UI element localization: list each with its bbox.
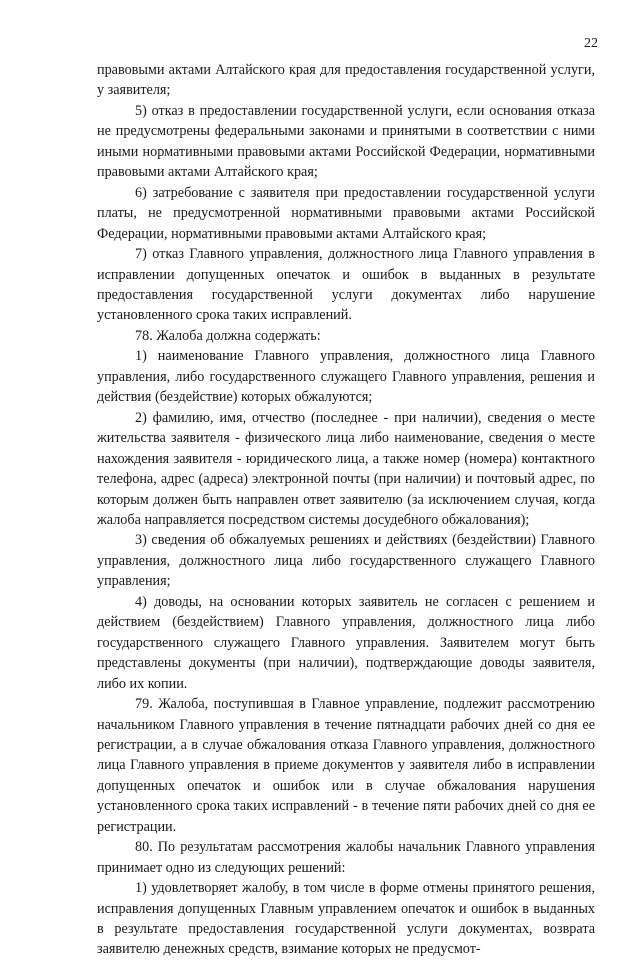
page-number: 22 (584, 36, 598, 51)
paragraph-78-item-4: 4) доводы, на основании которых заявитель не согласен с решением и действием (бездействием) Главного управления, должностного лица либо государственного служащего Главного управления. Заявителем могут быть представлены документы (при наличии), подтверждающие доводы заявителя, либо их копии. (97, 593, 595, 692)
document-body (97, 60, 595, 960)
paragraph-78-item-1: 1) наименование Главного управления, должностного лица Главного управления, либо государственного служащего Главного управления, решения и действия (бездействие) которых обжалуются; (97, 348, 595, 406)
paragraph-clause-78: 78. Жалоба должна содержать: (135, 327, 321, 344)
paragraph-clause-80: 80. По результатам рассмотрения жалобы начальник Главного управления принимает одно из следующих решений: (97, 839, 595, 876)
paragraph-80-item-1: 1) удовлетворяет жалобу, в том числе в форме отмены принятого решения, исправления допущенных Главным управлением опечаток и ошибок в выданных в результате предоставления государственной услуги документах, возврата заявителю денежных средств, взимание которых не предусмот- (97, 880, 595, 958)
paragraph-item-5: 5) отказ в предоставлении государственной услуги, если основания отказа не предусмотрены федеральными законами и принятыми в соответствии с ними иными нормативными правовыми актами Российской Федерации, нормативными правовыми актами Алтайского края; (97, 102, 595, 181)
paragraph-78-item-2: 2) фамилию, имя, отчество (последнее - при наличии), сведения о месте жительства заявителя - физического лица либо наименование, сведения о месте нахождения заявителя - юридического лица, а также номер (номера) контактного телефона, адрес (адреса) электронной почты (при наличии) и почтовый адрес, по которым должен быть направлен ответ заявителю (за исключением случая, когда жалоба направляется посредством системы досудебного обжалования); (97, 409, 595, 528)
paragraph-item-7: 7) отказ Главного управления, должностного лица Главного управления в исправлении допущенных опечаток и ошибок в выданных в результате предоставления государственной услуги документах либо нарушение установленного срока таких исправлений. (97, 246, 595, 324)
paragraph-item-6: 6) затребование с заявителя при предоставлении государственной услуги платы, не предусмотренной нормативными правовыми актами Российской Федерации, нормативными правовыми актами Алтайского края; (97, 184, 595, 242)
paragraph-clause-79: 79. Жалоба, поступившая в Главное управление, подлежит рассмотрению начальником Главного управления в течение пятнадцати рабочих дней со дня ее регистрации, а в случае обжалования отказа Главного управления, должностного лица Главного управления в приеме документов у заявителя либо в исправлении допущенных опечаток и ошибок или в случае обжалования нарушения установленного срока таких исправлений - в течение пяти рабочих дней со дня ее регистрации. (97, 696, 595, 835)
paragraph-78-item-3: 3) сведения об обжалуемых решениях и действиях (бездействии) Главного управления, должностного лица либо государственного служащего Главного управления; (97, 532, 595, 590)
paragraph-continuation: правовыми актами Алтайского края для предоставления государственной услуги, у заявителя; (97, 62, 595, 99)
